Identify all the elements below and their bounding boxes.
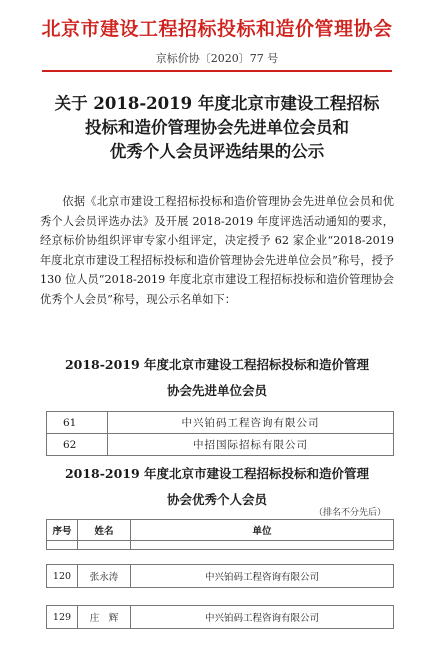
table-row [47,606,394,629]
document-title [40,92,394,164]
row-number: 120 [47,565,78,588]
table-header-row [47,520,394,541]
table-gap [47,588,394,606]
title-line-2: 投标和造价管理协会先进单位会员和 [85,118,349,137]
document-number: 京标价协〔2020〕77 号 [155,52,279,65]
units-table [46,411,394,456]
organization-name: 北京市建设工程招标投标和造价管理协会 [41,18,393,40]
section-title-individuals-line-1: 2018-2019 年度北京市建设工程招标投标和造价管理 [64,466,370,481]
header-name: 姓名 [78,520,131,541]
person-name: 张永涛 [78,565,131,588]
table-row-blank [47,541,394,550]
header-divider [42,70,392,72]
body-paragraph: 依据《北京市建设工程招标投标和造价管理协会先进单位会员和优秀个人会员评选办法》及开展 2018-2019 年度评选活动通知的要求，经京标价协组织评审专家小组评定，决定授予 62 家企业“2018-2019 年度北京市建设工程招标投标和造价管理协会先进单位会员”称号，授予 130 位人员“2018-2019 年度北京市建设工程招标投标和造价管理协会优秀个人会员”称号，现公示名单如下： [40,195,394,306]
header-unit: 单位 [131,520,394,541]
body-text [40,192,394,309]
ranking-note: （排名不分先后） [313,508,386,518]
unit-name: 中兴铂码工程咨询有限公司 [131,565,394,588]
unit-name: 中兴铂码工程咨询有限公司 [108,412,394,434]
individuals-table [46,519,394,629]
row-number: 62 [47,434,108,456]
table-row [47,434,394,456]
unit-name: 中招国际招标有限公司 [108,434,394,456]
person-name: 庄 辉 [78,606,131,629]
table-row [47,412,394,434]
section-title-units-line-2: 协会先进单位会员 [166,383,267,398]
table-row [47,565,394,588]
section-title-units-line-1: 2018-2019 年度北京市建设工程招标投标和造价管理 [64,357,370,372]
section-title-units [40,352,394,404]
title-line-1: 关于 2018-2019 年度北京市建设工程招标 [54,94,380,113]
section-title-individuals-line-2: 协会优秀个人会员 [166,492,267,507]
unit-name: 中兴铂码工程咨询有限公司 [131,606,394,629]
row-number: 129 [47,606,78,629]
header-number: 序号 [47,520,78,541]
table-gap [47,550,394,565]
row-number: 61 [47,412,108,434]
title-line-3: 优秀个人会员评选结果的公示 [109,142,325,161]
